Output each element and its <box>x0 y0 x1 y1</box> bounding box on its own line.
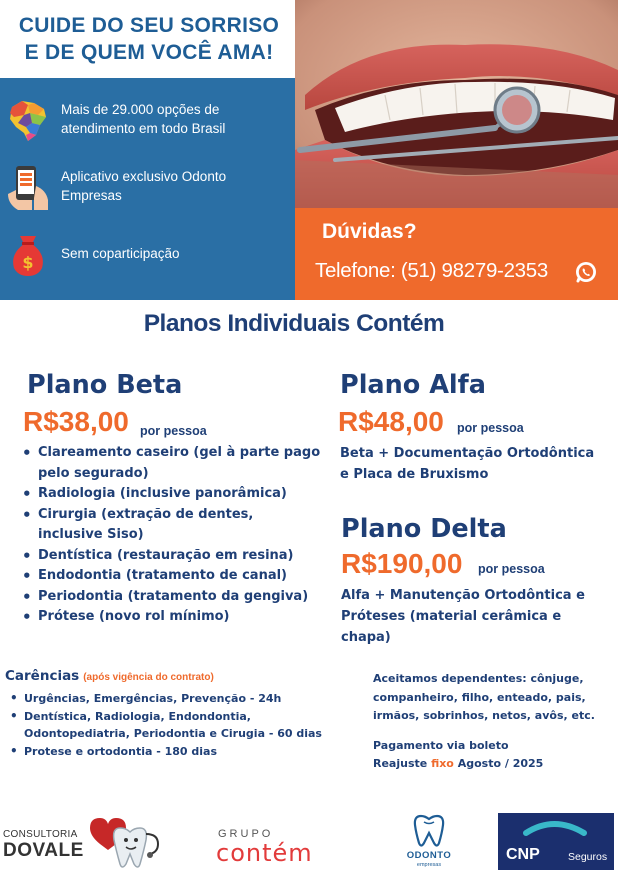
feature-no-copay-text: Sem coparticipação <box>61 246 180 261</box>
smiling-mouth-image <box>295 0 618 208</box>
plan-delta-desc-line2: Próteses (material cerâmica e <box>341 609 562 624</box>
feature-coverage <box>6 97 291 147</box>
svg-text:$: $ <box>22 253 34 272</box>
waiting-period-title: Carências <box>5 668 80 684</box>
plan-delta-desc-line1: Alfa + Manutenção Ortodôntica e <box>341 588 585 603</box>
dependents-line2: companheiro, filho, enteado, pais, <box>373 690 586 704</box>
plan-delta-price: R$190,00 <box>341 548 463 579</box>
contact-box <box>295 208 618 300</box>
adjustment-suffix: Agosto / 2025 <box>453 757 544 770</box>
tooth-outline-icon <box>412 813 446 849</box>
hero-banner <box>0 0 618 300</box>
tooth-mascot-icon <box>86 814 166 872</box>
list-item: • Dentística, Radiologia, Endondontia, Odontopediatria, Periodontia e Cirugia - 60 dias <box>10 708 355 743</box>
contem-logo-text: contém <box>216 839 313 867</box>
hero-title <box>14 12 284 66</box>
feature-app <box>6 164 291 214</box>
list-item: • Urgências, Emergências, Prevenção - 24h <box>10 690 355 708</box>
section-title: Planos Individuais Contém <box>143 310 445 337</box>
plan-beta-per: por pessoa <box>140 424 207 438</box>
dependents-line1: Aceitamos dependentes: cônjuge, <box>373 672 584 685</box>
brazil-map-icon <box>6 97 50 143</box>
hero-features-panel <box>0 0 295 300</box>
list-item: • Protese e ortodontia - 180 dias <box>10 743 355 761</box>
adjustment-highlight: fixo <box>431 757 454 770</box>
plan-delta-name: Plano Delta <box>341 514 507 544</box>
plan-alfa-per: por pessoa <box>457 421 524 435</box>
waiting-period-heading <box>5 668 214 684</box>
odonto-logo-subtext: empresas <box>416 862 442 868</box>
list-item: • Dentística (restauração em resina) <box>22 546 322 567</box>
money-bag-icon <box>6 232 50 278</box>
whatsapp-icon[interactable] <box>575 261 597 283</box>
dependents-info <box>373 670 608 726</box>
phone-app-icon <box>6 164 50 210</box>
dependents-line3: irmãos, sobrinhos, netos, avôs, etc. <box>373 709 595 722</box>
list-item: • Periodontia (tratamento da gengiva) <box>22 587 322 608</box>
plan-alfa-desc-line1: Beta + Documentação Ortodôntica <box>340 446 595 461</box>
hero-title-line1: CUIDE DO SEU SORRISO <box>18 14 280 37</box>
list-item: • Cirurgia (extração de dentes, inclusive Siso) <box>22 505 322 546</box>
waiting-period-note: (após vigência do contrato) <box>83 672 214 683</box>
plan-beta-price: R$38,00 <box>23 406 129 437</box>
list-item: • Prótese (novo rol mínimo) <box>22 607 322 628</box>
dovale-logo-top: CONSULTORIA <box>3 829 78 840</box>
plan-alfa-price: R$48,00 <box>338 406 444 437</box>
plan-beta-name: Plano Beta <box>27 370 183 400</box>
grupo-logo-text: GRUPO <box>218 828 274 840</box>
feature-coverage-text: Mais de 29.000 opções de atendimento em todo Brasil <box>61 102 226 136</box>
list-item: • Radiologia (inclusive panorâmica) <box>22 484 322 505</box>
contact-phone[interactable]: Telefone: (51) 98279-2353 <box>315 259 548 282</box>
dovale-logo-bottom: DOVALE <box>3 840 84 861</box>
payment-info <box>373 737 608 773</box>
feature-no-copay <box>6 232 291 282</box>
payment-adjustment <box>373 755 608 773</box>
cnp-logo-text: CNP <box>506 846 540 863</box>
plan-delta-description <box>341 585 611 648</box>
adjustment-prefix: Reajuste <box>373 757 432 770</box>
plan-delta-desc-line3: chapa) <box>341 630 391 645</box>
seguros-logo-text: Seguros <box>568 851 608 863</box>
feature-app-text: Aplicativo exclusivo Odonto Empresas <box>61 169 227 203</box>
contact-title: Dúvidas? <box>322 220 417 243</box>
hero-title-line2: E DE QUEM VOCÊ AMA! <box>24 41 274 64</box>
plan-alfa-name: Plano Alfa <box>340 370 486 400</box>
plan-delta-per: por pessoa <box>478 562 545 576</box>
waiting-period-list <box>10 690 355 760</box>
plan-beta-coverage-list <box>22 443 322 628</box>
plan-alfa-desc-line2: e Placa de Bruxismo <box>340 467 489 482</box>
plan-alfa-description <box>340 443 610 485</box>
hero-title-box <box>0 0 295 78</box>
list-item: • Endodontia (tratamento de canal) <box>22 566 322 587</box>
hero-photo <box>295 0 618 208</box>
payment-method: Pagamento via boleto <box>373 739 509 752</box>
list-item: • Clareamento caseiro (gel à parte pago pelo segurado) <box>22 443 322 484</box>
odonto-logo-text: ODONTO <box>406 850 452 861</box>
